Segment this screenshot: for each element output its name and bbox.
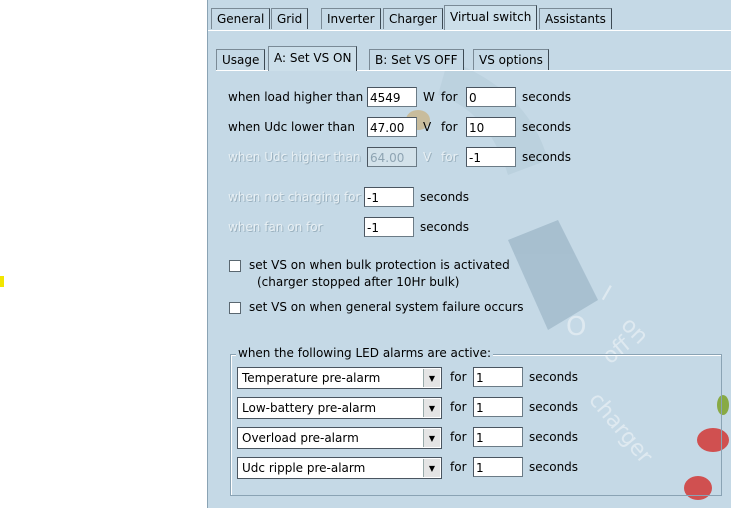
fan-on-seconds-input[interactable]: -1 — [364, 217, 414, 237]
bulk-protection-checkbox[interactable] — [229, 260, 241, 272]
led-alarm-seconds-label: seconds — [529, 400, 579, 414]
chevron-down-icon[interactable]: ▼ — [423, 429, 440, 447]
chevron-down-icon[interactable]: ▼ — [423, 369, 440, 387]
load-unit: W — [423, 90, 435, 104]
not-charging-seconds-label: seconds — [420, 190, 470, 204]
tab-vs-options[interactable]: VS options — [473, 49, 549, 70]
load-seconds-label: seconds — [522, 90, 572, 104]
led-alarm-select[interactable] — [237, 427, 442, 449]
fan-on-seconds-label: seconds — [420, 220, 470, 234]
led-alarm-seconds-input[interactable]: 1 — [473, 367, 523, 387]
udc-low-threshold-input[interactable]: 47.00 — [367, 117, 417, 137]
udc-high-for-label: for — [441, 150, 458, 164]
main-tabs — [208, 8, 731, 30]
sub-tabs — [216, 49, 726, 71]
led-alarm-seconds-input[interactable]: 1 — [473, 397, 523, 417]
led-alarm-for-label: for — [450, 460, 467, 474]
tab-divider — [208, 30, 731, 31]
bulk-protection-note: (charger stopped after 10Hr bulk) — [257, 275, 460, 289]
tab-general[interactable]: General — [211, 8, 270, 29]
led-alarm-select-value: Low-battery pre-alarm — [242, 401, 377, 415]
udc-low-label: when Udc lower than — [228, 120, 355, 134]
not-charging-label: when not charging for — [228, 190, 361, 204]
load-for-label: for — [441, 90, 458, 104]
settings-panel — [207, 0, 731, 508]
tab-set-vs-off[interactable]: B: Set VS OFF — [369, 49, 464, 70]
tab-virtual-switch[interactable]: Virtual switch — [444, 5, 537, 30]
udc-high-seconds-label: seconds — [522, 150, 572, 164]
svg-text:I: I — [597, 281, 616, 307]
tab-assistants[interactable]: Assistants — [539, 8, 612, 29]
fan-on-label: when fan on for — [228, 220, 323, 234]
led-alarm-select-value: Temperature pre-alarm — [242, 371, 381, 385]
yellow-marker — [0, 276, 4, 287]
svg-text:charger: charger — [583, 387, 658, 469]
chevron-down-icon[interactable]: ▼ — [423, 459, 440, 477]
tab-inverter[interactable]: Inverter — [321, 8, 381, 29]
tab-set-vs-on[interactable]: A: Set VS ON — [268, 46, 357, 71]
led-alarm-seconds-label: seconds — [529, 460, 579, 474]
udc-high-seconds-input[interactable]: -1 — [466, 147, 516, 167]
led-alarm-select-value: Udc ripple pre-alarm — [242, 461, 366, 475]
led-alarm-for-label: for — [450, 400, 467, 414]
tab-grid[interactable]: Grid — [271, 8, 308, 29]
tab-charger[interactable]: Charger — [383, 8, 443, 29]
led-alarms-title: when the following LED alarms are active: — [238, 346, 492, 360]
system-failure-label: set VS on when general system failure occurs — [249, 300, 524, 314]
udc-high-unit: V — [423, 150, 432, 164]
udc-high-label: when Udc higher than — [228, 150, 361, 164]
led-alarm-select[interactable] — [237, 397, 442, 419]
svg-text:off: off — [597, 332, 636, 370]
system-failure-checkbox[interactable] — [229, 302, 241, 314]
udc-low-unit: V — [423, 120, 432, 134]
led-alarm-for-label: for — [450, 370, 467, 384]
svg-text:on: on — [615, 312, 653, 350]
led-alarm-seconds-input[interactable]: 1 — [473, 427, 523, 447]
bulk-protection-label: set VS on when bulk protection is activated — [249, 258, 510, 272]
udc-high-threshold-input[interactable]: 64.00 — [367, 147, 417, 167]
load-threshold-input[interactable]: 4549 — [367, 87, 417, 107]
led-alarm-seconds-label: seconds — [529, 370, 579, 384]
tab-usage[interactable]: Usage — [216, 49, 265, 70]
load-seconds-input[interactable]: 0 — [466, 87, 516, 107]
not-charging-seconds-input[interactable]: -1 — [364, 187, 414, 207]
udc-low-seconds-input[interactable]: 10 — [466, 117, 516, 137]
udc-low-seconds-label: seconds — [522, 120, 572, 134]
load-label: when load higher than — [228, 90, 364, 104]
udc-low-for-label: for — [441, 120, 458, 134]
chevron-down-icon[interactable]: ▼ — [423, 399, 440, 417]
led-alarm-select[interactable] — [237, 367, 442, 389]
led-alarm-seconds-input[interactable]: 1 — [473, 457, 523, 477]
led-alarm-for-label: for — [450, 430, 467, 444]
led-alarm-seconds-label: seconds — [529, 430, 579, 444]
svg-text:O: O — [566, 312, 587, 342]
led-alarm-select[interactable] — [237, 457, 442, 479]
led-alarm-select-value: Overload pre-alarm — [242, 431, 359, 445]
